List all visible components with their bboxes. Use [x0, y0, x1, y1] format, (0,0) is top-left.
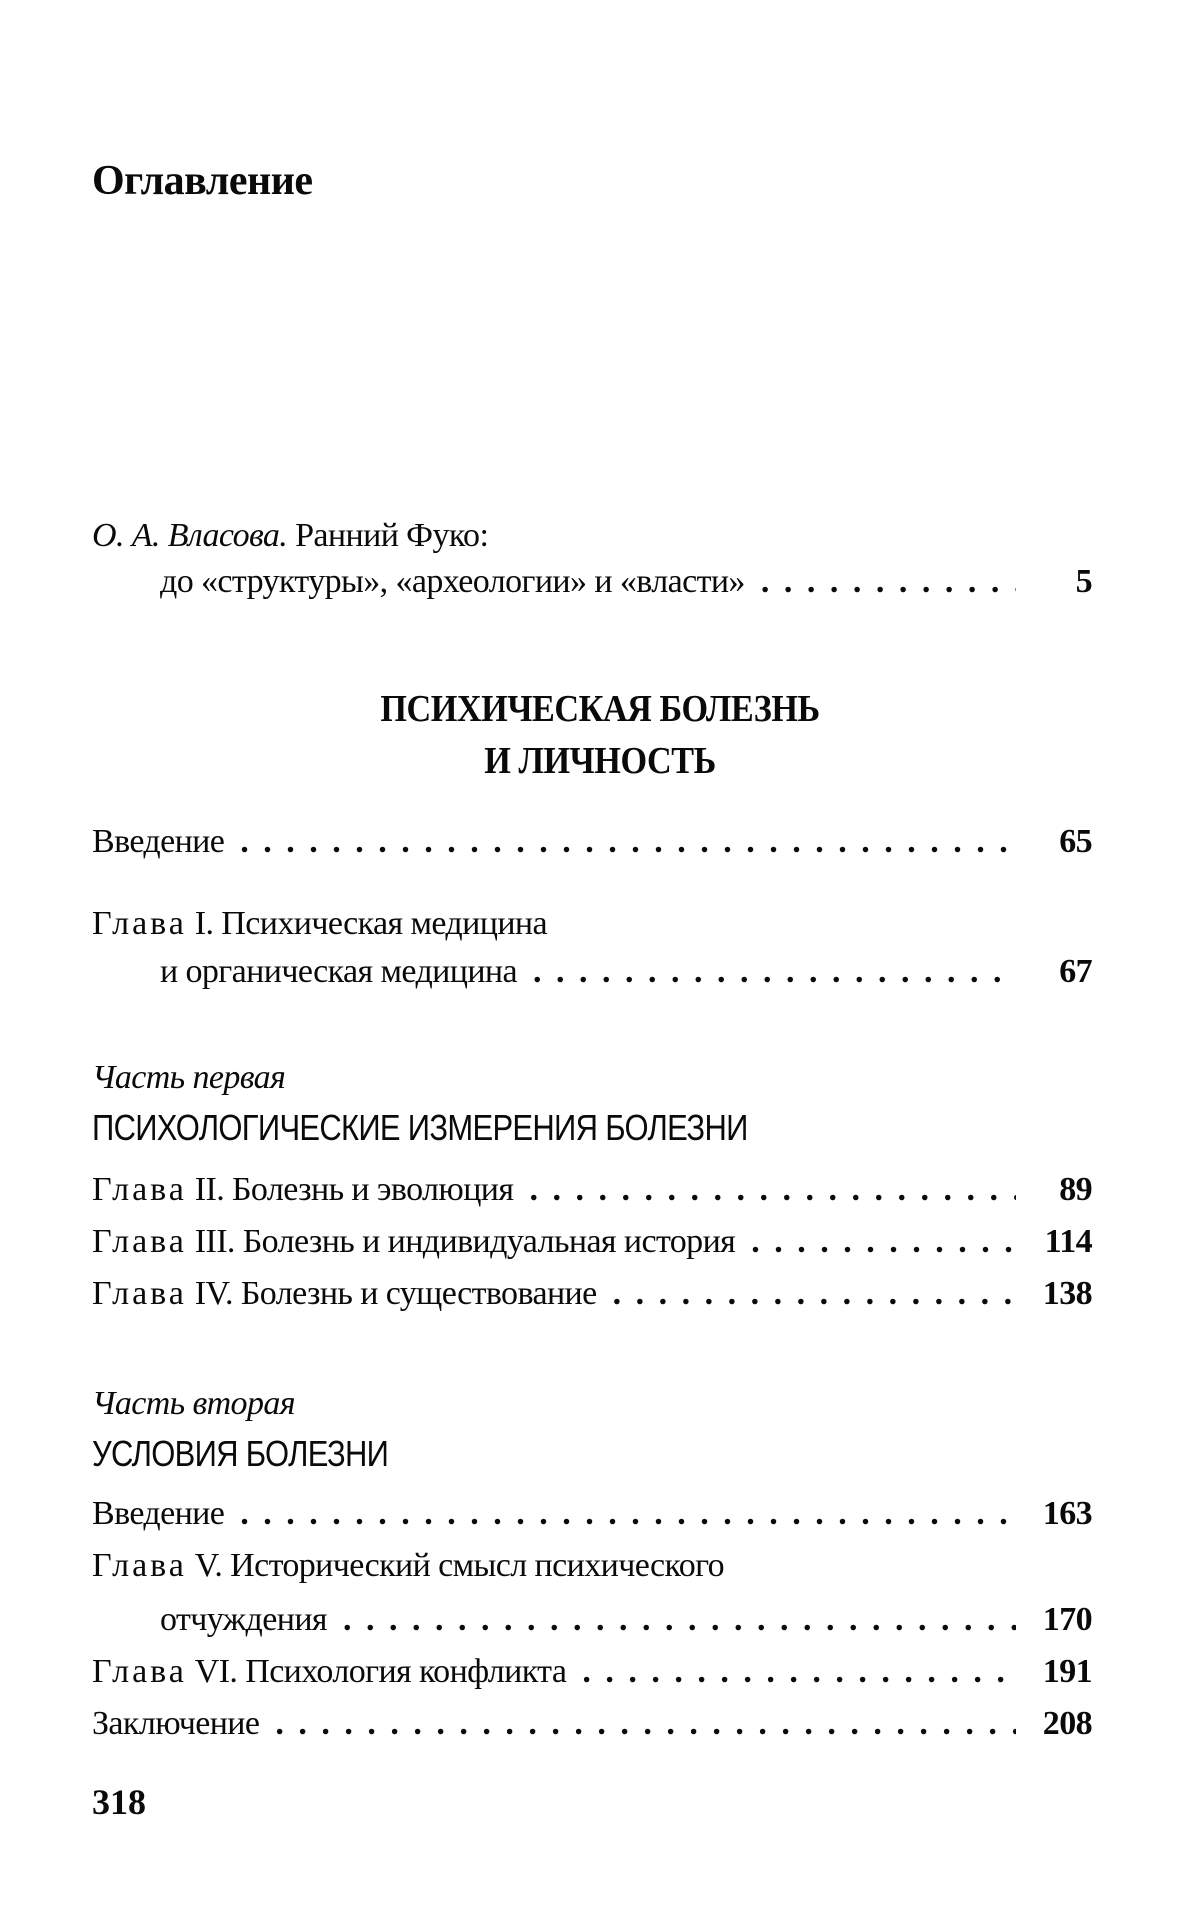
part2-label: Часть вторая [92, 1385, 295, 1422]
leader-dots [240, 1494, 1016, 1534]
toc-entry-conclusion[interactable] [92, 1704, 1092, 1744]
toc-entry-chapter2[interactable] [92, 1170, 1092, 1210]
chapter1-page: 67 [1059, 953, 1092, 990]
chapter5-page: 170 [1042, 1601, 1092, 1638]
chapter-prefix: Глава [92, 1171, 187, 1208]
chapter-prefix: Глава [92, 1223, 187, 1260]
page-title: Оглавление [92, 158, 313, 204]
leader-dots [529, 1170, 1016, 1210]
leader-dots [275, 1704, 1016, 1744]
chapter1-title-part2: и органическая медицина [160, 953, 518, 990]
preface-entry[interactable] [160, 562, 1092, 602]
chapter6-page: 191 [1042, 1653, 1092, 1690]
part1-label: Часть первая [92, 1059, 286, 1096]
chapter4-page: 138 [1042, 1275, 1092, 1312]
toc-entry-chapter4[interactable] [92, 1274, 1092, 1314]
leader-dots [240, 822, 1016, 862]
toc-entry-intro[interactable] [92, 822, 1092, 862]
chapter2-title [92, 1170, 513, 1210]
chapter5-line1[interactable] [92, 1546, 724, 1586]
leader-dots [533, 952, 1016, 992]
leader-dots [343, 1600, 1016, 1640]
chapter4-title-text: IV. Болезнь и существование [186, 1275, 597, 1312]
chapter-prefix: Глава [92, 905, 187, 942]
preface-page: 5 [1075, 563, 1092, 600]
book-title-line1: ПСИХИЧЕСКАЯ БОЛЕЗНЬ [380, 688, 820, 730]
preface-title-part1: Ранний Фуко: [287, 517, 489, 554]
preface-title-part2: до «структуры», «археологии» и «власти» [160, 563, 745, 600]
conclusion-label: Заключение [92, 1705, 260, 1742]
part2-intro-page: 163 [1042, 1495, 1092, 1532]
conclusion-page: 208 [1042, 1705, 1092, 1742]
chapter3-title [92, 1222, 735, 1262]
chapter3-title-text: III. Болезнь и индивидуальная история [186, 1223, 736, 1260]
chapter6-title [92, 1652, 566, 1692]
part2-intro-label: Введение [92, 1495, 225, 1532]
preface-entry-line1[interactable] [92, 516, 488, 556]
toc-entry-part2-intro[interactable] [92, 1494, 1092, 1534]
chapter5-title-part1: V. Исторический смысл психического [186, 1547, 725, 1584]
leader-dots [613, 1274, 1016, 1314]
chapter2-title-text: II. Болезнь и эволюция [186, 1171, 514, 1208]
chapter-prefix: Глава [92, 1653, 187, 1690]
toc-entry-chapter1[interactable] [160, 952, 1092, 992]
intro-label: Введение [92, 823, 225, 860]
chapter1-title-part1: I. Психическая медицина [186, 905, 548, 942]
chapter4-title [92, 1274, 597, 1314]
chapter-prefix: Глава [92, 1275, 187, 1312]
toc-entry-chapter5[interactable] [160, 1600, 1092, 1640]
preface-author: О. А. Власова. [92, 517, 288, 554]
chapter1-line1[interactable] [92, 904, 547, 944]
chapter3-page: 114 [1044, 1223, 1092, 1260]
chapter5-title-part2: отчуждения [160, 1601, 327, 1638]
intro-page: 65 [1059, 823, 1092, 860]
chapter6-title-text: VI. Психология конфликта [186, 1653, 567, 1690]
chapter-prefix: Глава [92, 1547, 187, 1584]
leader-dots [761, 562, 1016, 602]
toc-entry-chapter3[interactable] [92, 1222, 1092, 1262]
part2-title: УСЛОВИЯ БОЛЕЗНИ [92, 1433, 389, 1474]
leader-dots [751, 1222, 1016, 1262]
leader-dots [582, 1652, 1016, 1692]
book-title-line2: И ЛИЧНОСТЬ [484, 740, 716, 782]
part1-title: ПСИХОЛОГИЧЕСКИЕ ИЗМЕРЕНИЯ БОЛЕЗНИ [92, 1107, 748, 1148]
toc-entry-chapter6[interactable] [92, 1652, 1092, 1692]
page-number: 318 [92, 1782, 146, 1822]
chapter2-page: 89 [1059, 1171, 1092, 1208]
